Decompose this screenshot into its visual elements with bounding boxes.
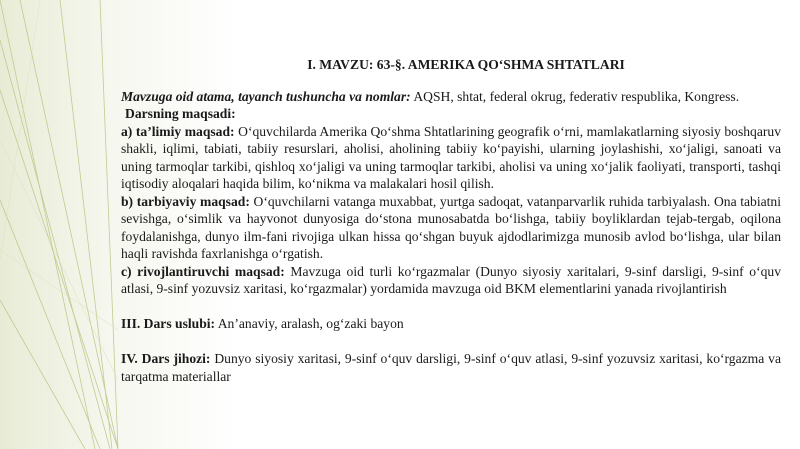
- terms-paragraph: [121, 88, 781, 106]
- equipment-paragraph: [121, 350, 781, 385]
- method-paragraph: [121, 315, 781, 333]
- goal-developmental-label: c) rivojlantiruvchi maqsad:: [121, 263, 285, 279]
- method-label: III. Dars uslubi:: [121, 316, 216, 331]
- goal-upbringing: [121, 193, 781, 263]
- goal-educational: [121, 123, 781, 193]
- method-text: An’anaviy, aralash, og‘zaki bayon: [217, 316, 404, 331]
- goal-upbringing-text: O‘quvchilarni vatanga muxabbat, yurtga sadoqat, vatanparvarlik ruhida tarbiyalash. Ona tabiatni sevishga, o‘simlik va hayvonot dunyosiga do‘stona munosabatda bo‘lishga, tabiiy boyliklardan tejab-tergab, oqilona foydalanishga, dunyo ilm-fani rivojiga ulkan hissa qo‘shgan buyuk ajdodlarimizga munosib avlod bo‘lishga, ular bilan haqli ravishda faxrlanishga o‘rgatish.: [121, 193, 781, 261]
- goal-educational-label: a) ta’limiy maqsad:: [121, 123, 235, 139]
- goals-heading: Darsning maqsadi:: [125, 106, 236, 121]
- goal-developmental: [121, 263, 781, 298]
- page-title: I. MAVZU: 63-§. AMERIKA QO‘SHMA SHTATLARI: [307, 57, 625, 72]
- slide-content: [121, 56, 781, 385]
- equipment-label: IV. Dars jihozi:: [121, 351, 211, 366]
- spacer: [121, 298, 781, 316]
- goal-upbringing-label: b) tarbiyaviy maqsad:: [121, 193, 250, 209]
- goal-educational-text: O‘quvchilarda Amerika Qo‘shma Shtatlarining geografik o‘rni, mamlakatlarning siyosiy boshqaruv shakli, iqlimi, tabiati, tabiiy resurslari, aholisi, aholining tabiiy ko‘payishi, ularning joylashishi, xo‘jaligi, sanoati va uning tarmoqlar tarkibi, qishloq xo‘jaligi va uning tarmoqlar tarkibi, aholisi va uning xo‘jalik faoliyati, transporti, tashqi iqtisodiy aloqalari haqida bilim, ko‘nikma va malakalari hosil qilish.: [121, 123, 782, 191]
- terms-text: AQSH, shtat, federal okrug, federativ respublika, Kongress.: [413, 88, 740, 104]
- equipment-text: Dunyo siyosiy xaritasi, 9-sinf o‘quv darsligi, 9-sinf o‘quv atlasi, 9-sinf yozuvsiz xaritasi, ko‘rgazma va tarqatma materiallar: [121, 351, 781, 384]
- terms-label: Mavzuga oid atama, tayanch tushuncha va nomlar:: [121, 88, 411, 104]
- goal-developmental-text: Mavzuga oid turli ko‘rgazmalar (Dunyo siyosiy xaritalari, 9-sinf darsligi, 9-sinf o‘quv atlasi, 9-sinf yozuvsiz xaritasi, ko‘rgazmalar) yordamida mavzuga oid BKM elementlarini yanada rivojlantirish: [121, 263, 781, 296]
- spacer: [121, 333, 781, 351]
